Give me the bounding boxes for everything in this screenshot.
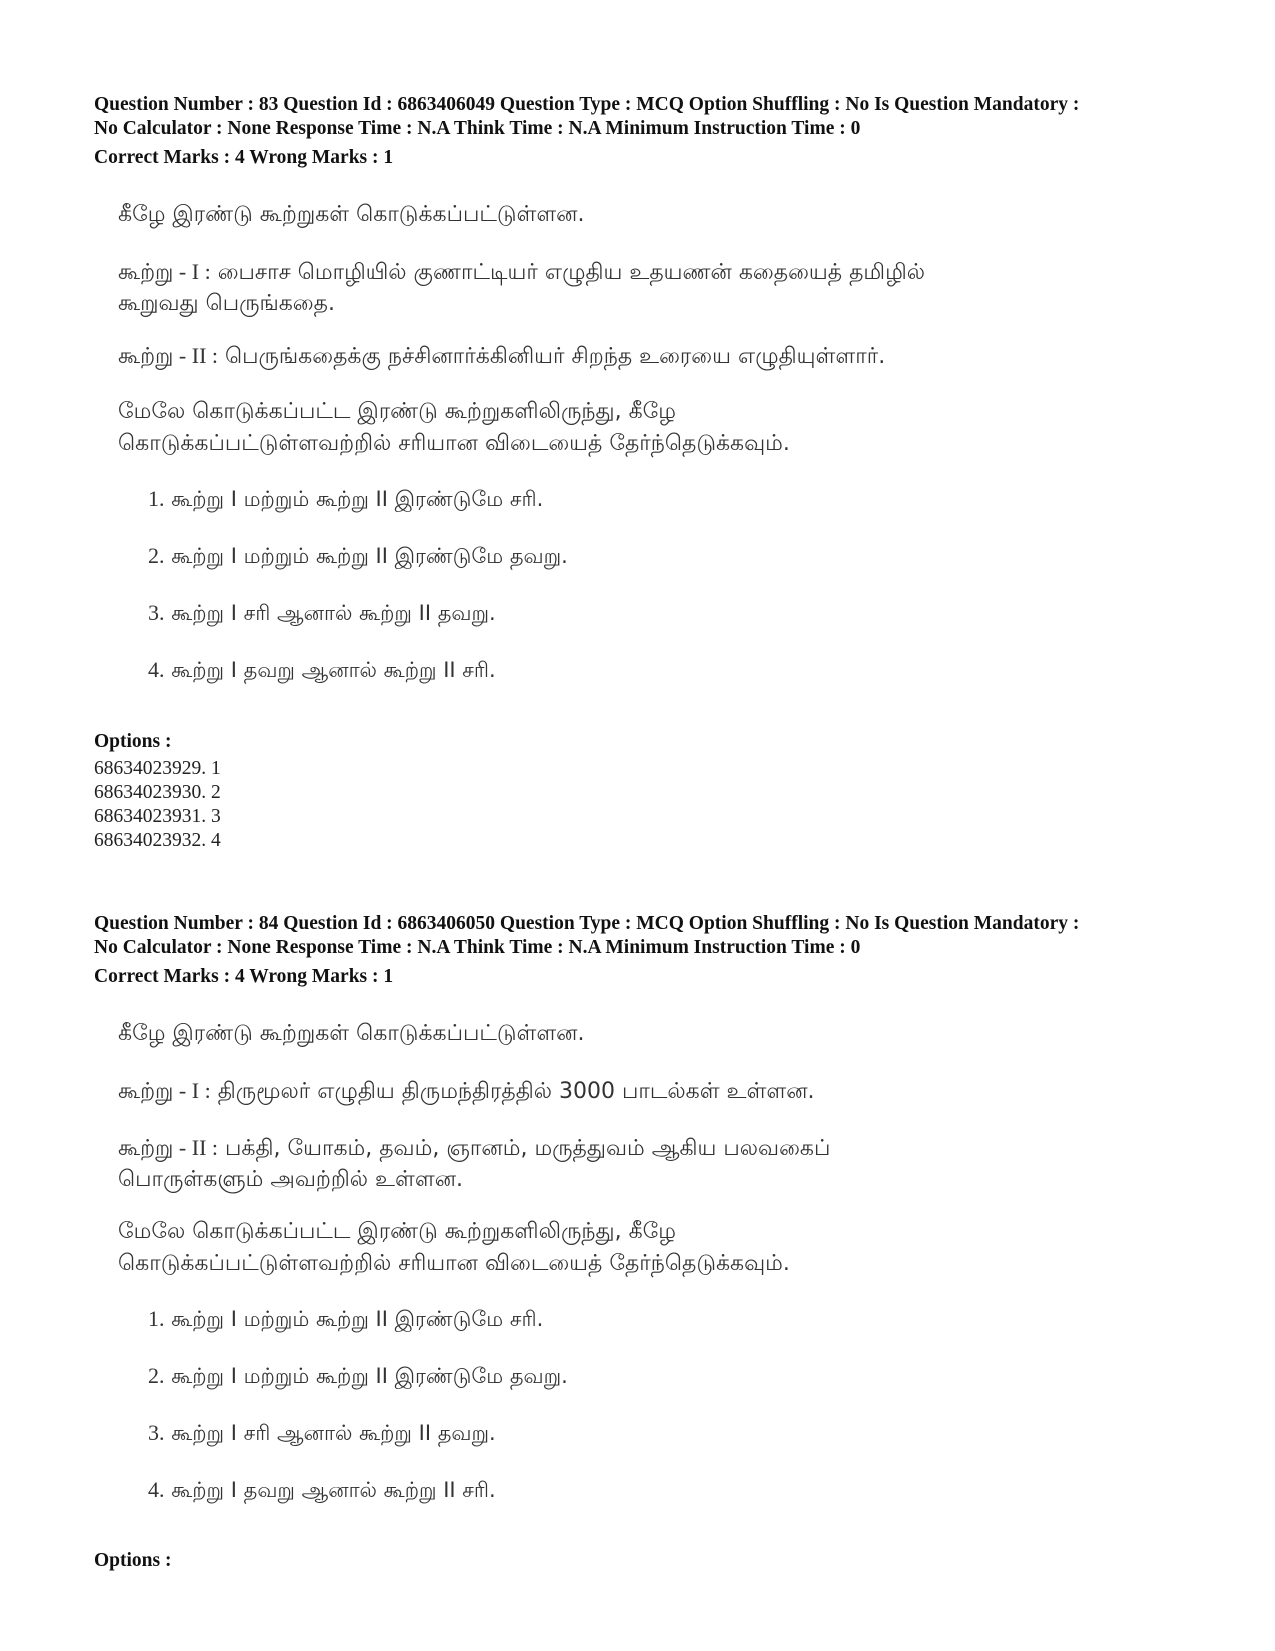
statement-2-text: பெருங்கதைக்கு நச்சினார்க்கினியர் சிறந்த உரையை எழுதியுள்ளார்.	[225, 344, 886, 369]
statement-1-label: கூற்று - I :	[118, 1078, 211, 1103]
choice-number: 2.	[148, 543, 165, 568]
choice-item	[148, 1361, 568, 1391]
choice-text: கூற்று I சரி ஆனால் கூற்று II தவறு.	[171, 1421, 496, 1445]
choice-text: கூற்று I சரி ஆனால் கூற்று II தவறு.	[171, 601, 496, 625]
question-intro: கீழே இரண்டு கூற்றுகள் கொடுக்கப்பட்டுள்ளன.	[118, 1021, 585, 1046]
statement-2-continued: பொருள்களும் அவற்றில் உள்ளன.	[118, 1167, 464, 1192]
option-id: 68634023932. 4	[94, 830, 221, 851]
options-heading: Options :	[94, 731, 172, 752]
choice-number: 4.	[148, 1477, 165, 1502]
choice-text: கூற்று I மற்றும் கூற்று II இரண்டுமே சரி.	[171, 487, 544, 511]
choice-item	[148, 541, 568, 571]
choice-text: கூற்று I மற்றும் கூற்று II இரண்டுமே சரி.	[171, 1307, 544, 1331]
instruction-line-1: மேலே கொடுக்கப்பட்ட இரண்டு கூற்றுகளிலிருந்து, கீழே	[118, 399, 677, 424]
question-meta-line-1: Question Number : 84 Question Id : 6863406050 Question Type : MCQ Option Shuffling : No Is Question Mandatory :	[94, 913, 1080, 934]
choice-item	[148, 1475, 496, 1505]
option-id: 68634023929. 1	[94, 758, 221, 779]
statement-2	[118, 1132, 830, 1165]
question-meta-line-2: No Calculator : None Response Time : N.A Think Time : N.A Minimum Instruction Time : 0	[94, 118, 861, 139]
choice-number: 3.	[148, 1420, 165, 1445]
instruction-line-2: கொடுக்கப்பட்டுள்ளவற்றில் சரியான விடையைத் தேர்ந்தெடுக்கவும்.	[118, 431, 790, 456]
choice-text: கூற்று I தவறு ஆனால் கூற்று II சரி.	[171, 1478, 496, 1502]
question-intro: கீழே இரண்டு கூற்றுகள் கொடுக்கப்பட்டுள்ளன.	[118, 202, 585, 227]
question-meta-line-1: Question Number : 83 Question Id : 6863406049 Question Type : MCQ Option Shuffling : No Is Question Mandatory :	[94, 94, 1080, 115]
choice-item	[148, 598, 496, 628]
option-id: 68634023930. 2	[94, 782, 221, 803]
choice-item	[148, 484, 543, 514]
statement-2-label: கூற்று - II :	[118, 343, 219, 368]
choice-number: 1.	[148, 486, 165, 511]
statement-2-label: கூற்று - II :	[118, 1135, 219, 1160]
choice-text: கூற்று I மற்றும் கூற்று II இரண்டுமே தவறு.	[171, 1364, 568, 1388]
choice-item	[148, 655, 496, 685]
statement-1-continued: கூறுவது பெருங்கதை.	[118, 291, 335, 316]
statement-1-text: திருமூலர் எழுதிய திருமந்திரத்தில் 3000 பாடல்கள் உள்ளன.	[217, 1079, 815, 1104]
question-marks: Correct Marks : 4 Wrong Marks : 1	[94, 966, 394, 987]
statement-1-label: கூற்று - I :	[118, 259, 211, 284]
option-id: 68634023931. 3	[94, 806, 221, 827]
statement-2	[118, 340, 885, 373]
choice-number: 4.	[148, 657, 165, 682]
statement-2-text: பக்தி, யோகம், தவம், ஞானம், மருத்துவம் ஆகிய பலவகைப்	[225, 1136, 831, 1161]
instruction-line-2: கொடுக்கப்பட்டுள்ளவற்றில் சரியான விடையைத் தேர்ந்தெடுக்கவும்.	[118, 1251, 790, 1276]
choice-text: கூற்று I தவறு ஆனால் கூற்று II சரி.	[171, 658, 496, 682]
statement-1	[118, 1075, 815, 1108]
statement-1	[118, 256, 925, 289]
options-heading: Options :	[94, 1550, 172, 1571]
choice-number: 1.	[148, 1306, 165, 1331]
choice-item	[148, 1304, 543, 1334]
question-meta-line-2: No Calculator : None Response Time : N.A Think Time : N.A Minimum Instruction Time : 0	[94, 937, 861, 958]
statement-1-text: பைசாச மொழியில் குணாட்டியர் எழுதிய உதயணன் கதையைத் தமிழில்	[217, 260, 925, 285]
choice-item	[148, 1418, 496, 1448]
choice-number: 3.	[148, 600, 165, 625]
choice-text: கூற்று I மற்றும் கூற்று II இரண்டுமே தவறு.	[171, 544, 568, 568]
question-marks: Correct Marks : 4 Wrong Marks : 1	[94, 147, 394, 168]
choice-number: 2.	[148, 1363, 165, 1388]
instruction-line-1: மேலே கொடுக்கப்பட்ட இரண்டு கூற்றுகளிலிருந்து, கீழே	[118, 1219, 677, 1244]
